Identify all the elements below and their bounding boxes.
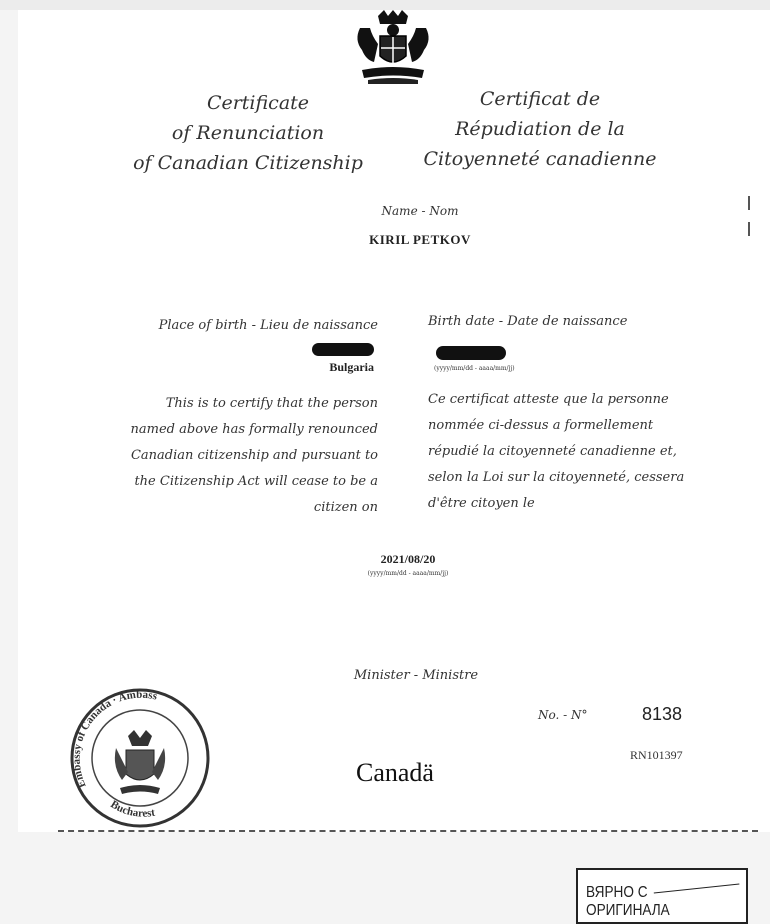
statement-fr-line: selon la Loi sur la citoyenneté, cessera bbox=[428, 470, 685, 485]
seal-text-top: Embassy of Canada · Ambass bbox=[70, 688, 159, 790]
statement-fr bbox=[428, 387, 728, 517]
seal-text-bottom: Bucharest bbox=[108, 798, 156, 820]
title-en bbox=[118, 88, 378, 178]
statement-en bbox=[98, 391, 378, 521]
certificate-page bbox=[18, 10, 770, 832]
canada-wordmark: Canadä bbox=[356, 758, 434, 787]
name-label: Name - Nom bbox=[381, 204, 459, 218]
statement-en-line: the Citizenship Act will cease to be a bbox=[134, 474, 378, 489]
edge-mark bbox=[748, 222, 750, 236]
birthdate-format: (yyyy/mm/dd - aaaa/mm/jj) bbox=[434, 365, 515, 372]
certificate-number: 8138 bbox=[642, 704, 683, 724]
title-fr-line: Certificat de bbox=[479, 88, 601, 110]
statement-fr-line: nommée ci-dessus a formellement bbox=[428, 418, 654, 433]
title-fr-line: Répudiation de la bbox=[455, 118, 625, 140]
statement-fr-line: Ce certificat atteste que la personne bbox=[428, 392, 669, 407]
effective-date: 2021/08/20 bbox=[380, 552, 436, 566]
statement-en-line: named above has formally renounced bbox=[130, 422, 378, 437]
birthdate-label: Birth date - Date de naissance bbox=[428, 314, 628, 329]
stamp-text: ВЯРНО С ОРИГИНАЛА bbox=[586, 884, 670, 919]
title-en-line: of Renunciation bbox=[171, 122, 325, 144]
title-en-line: of Canadian Citizenship bbox=[133, 152, 363, 174]
minister-label: Minister - Ministre bbox=[353, 668, 479, 683]
birthplace-value: Bulgaria bbox=[329, 360, 374, 374]
dashed-separator bbox=[58, 830, 758, 832]
effective-date-format: (yyyy/mm/dd - aaaa/mm/jj) bbox=[367, 570, 449, 577]
coat-of-arms-icon bbox=[348, 10, 438, 84]
statement-en-line: This is to certify that the person bbox=[165, 396, 378, 411]
edge-mark bbox=[748, 196, 750, 210]
name-value: KIRIL PETKOV bbox=[369, 232, 471, 247]
scan-edge-top bbox=[0, 0, 770, 10]
birthplace-label: Place of birth - Lieu de naissance bbox=[158, 318, 378, 333]
statement-en-line: Canadian citizenship and pursuant to bbox=[130, 448, 378, 463]
redaction-bar bbox=[312, 343, 374, 356]
statement-en-line: citizen on bbox=[313, 500, 378, 515]
statement-fr-line: répudié la citoyenneté canadienne et, bbox=[428, 444, 677, 459]
redaction-bar bbox=[436, 346, 506, 360]
title-en-line: Certificate bbox=[206, 92, 310, 114]
title-fr bbox=[420, 84, 660, 174]
embassy-seal-text bbox=[68, 686, 212, 830]
certified-copy-stamp bbox=[576, 868, 748, 924]
title-fr-line: Citoyenneté canadienne bbox=[423, 148, 657, 170]
statement-fr-line: d'être citoyen le bbox=[428, 496, 535, 511]
number-label: No. - N° bbox=[538, 708, 588, 722]
reference-number: RN101397 bbox=[630, 748, 683, 762]
